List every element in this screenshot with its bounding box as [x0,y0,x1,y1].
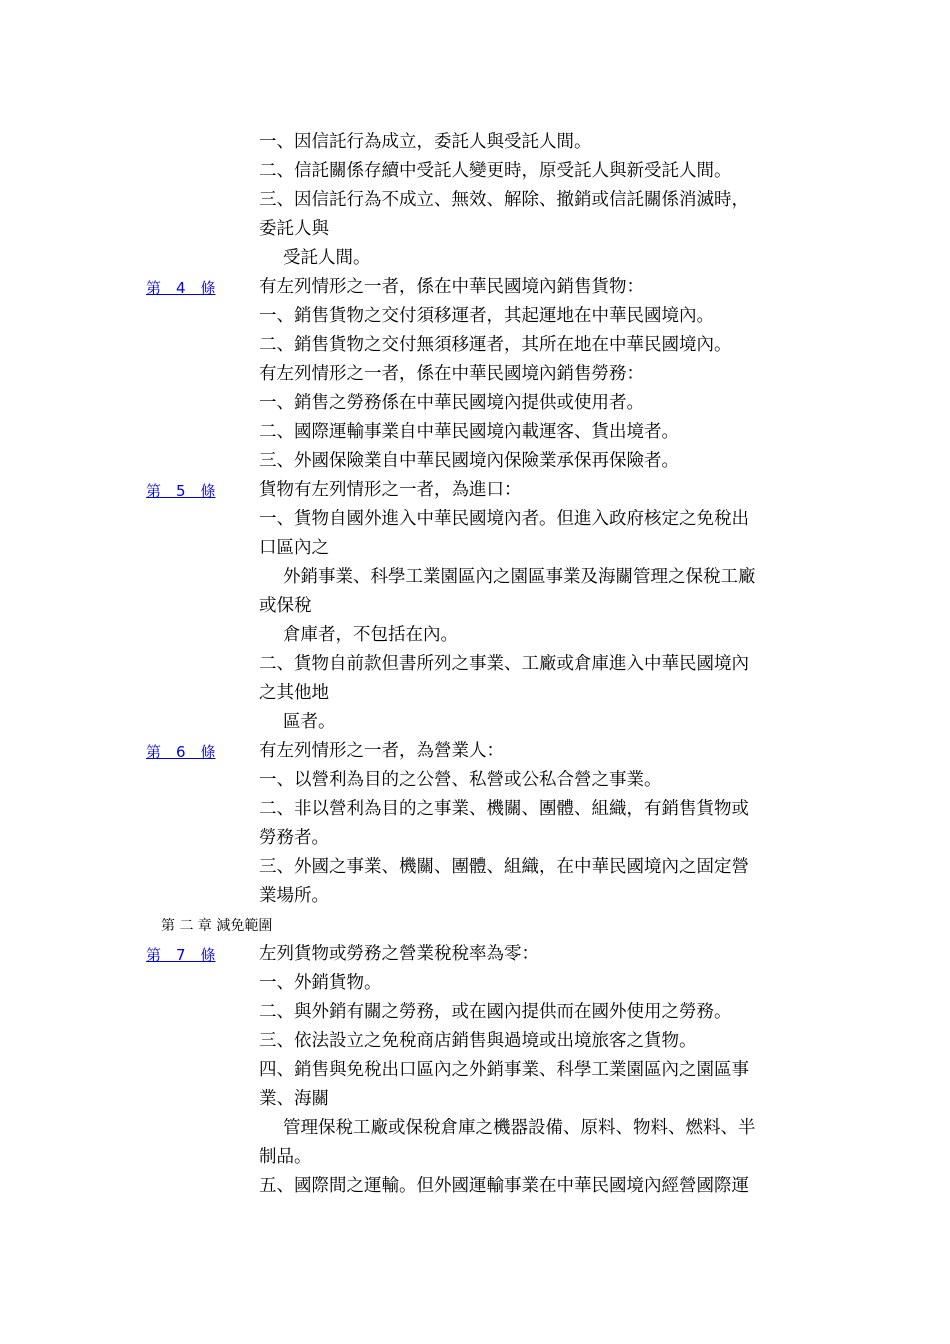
article-text: 勞務者。 [259,828,329,848]
text-line [0,534,950,563]
article-text: 制品。 [259,1147,312,1167]
text-line [0,1056,950,1085]
article-row [0,476,950,505]
text-line [0,795,950,824]
text-line [0,157,950,186]
article-text: 有左列情形之一者，係在中華民國境內銷售勞務： [259,364,644,384]
article-text: 之其他地 [259,683,329,703]
continuation-text: 倉庫者，不包括在內。 [283,625,458,645]
continuation-text: 外銷事業、科學工業園區內之園區事業及海關管理之保稅工廠 [283,567,756,587]
chapter-heading-row [0,911,950,940]
article-text: 有左列情形之一者，為營業人： [259,741,504,761]
text-line [0,505,950,534]
text-line [0,128,950,157]
article-link[interactable]: 第 4 條 [146,279,216,297]
text-line [0,1085,950,1114]
text-line [0,766,950,795]
article-text: 貨物有左列情形之一者，為進口： [259,480,522,500]
text-line [0,186,950,215]
text-line [0,302,950,331]
article-link[interactable]: 第 5 條 [146,482,216,500]
article-text: 三、外國保險業自中華民國境內保險業承保再保險者。 [259,451,679,471]
text-line [0,360,950,389]
continuation-text: 受託人間。 [283,248,371,268]
text-line [0,824,950,853]
continuation-text: 管理保稅工廠或保稅倉庫之機器設備、原料、物料、燃料、半 [283,1118,756,1138]
text-line [0,331,950,360]
article-row [0,940,950,969]
article-text: 委託人與 [259,219,329,239]
text-line [0,1114,950,1143]
article-text: 一、貨物自國外進入中華民國境內者。但進入政府核定之免稅出 [259,509,749,529]
text-line [0,679,950,708]
article-text: 左列貨物或勞務之營業稅稅率為零： [259,944,539,964]
text-line [0,853,950,882]
article-text: 一、因信託行為成立，委託人與受託人間。 [259,132,592,152]
text-line [0,969,950,998]
document-body [0,128,950,1201]
article-text: 有左列情形之一者，係在中華民國境內銷售貨物： [259,277,644,297]
article-text: 二、信託關係存續中受託人變更時，原受託人與新受託人間。 [259,161,732,181]
article-text: 二、貨物自前款但書所列之事業、工廠或倉庫進入中華民國境內 [259,654,749,674]
article-text: 一、銷售之勞務係在中華民國境內提供或使用者。 [259,393,644,413]
article-text: 一、外銷貨物。 [259,973,382,993]
article-text: 或保稅 [259,596,312,616]
article-text: 二、非以營利為目的之事業、機關、團體、組織，有銷售貨物或 [259,799,749,819]
text-line [0,882,950,911]
article-text: 二、銷售貨物之交付無須移運者，其所在地在中華民國境內。 [259,335,732,355]
article-text: 一、銷售貨物之交付須移運者，其起運地在中華民國境內。 [259,306,714,326]
text-line [0,389,950,418]
text-line [0,1172,950,1201]
text-line [0,1143,950,1172]
article-text: 一、以營利為目的之公營、私營或公私合營之事業。 [259,770,662,790]
text-line [0,244,950,273]
chapter-heading: 第 二 章 減免範圍 [161,918,273,934]
text-line [0,592,950,621]
article-text: 三、依法設立之免稅商店銷售與過境或出境旅客之貨物。 [259,1031,697,1051]
text-line [0,447,950,476]
text-line [0,418,950,447]
article-text: 三、外國之事業、機關、團體、組織，在中華民國境內之固定營 [259,857,749,877]
article-row [0,737,950,766]
article-text: 二、國際運輸事業自中華民國境內載運客、貨出境者。 [259,422,679,442]
text-line [0,215,950,244]
article-text: 二、與外銷有關之勞務，或在國內提供而在國外使用之勞務。 [259,1002,732,1022]
article-link[interactable]: 第 7 條 [146,946,216,964]
article-row [0,273,950,302]
article-text: 五、國際間之運輸。但外國運輸事業在中華民國境內經營國際運 [259,1176,749,1196]
article-text: 三、因信託行為不成立、無效、解除、撤銷或信託關係消滅時， [259,190,749,210]
continuation-text: 區者。 [283,712,336,732]
article-text: 業、海關 [259,1089,329,1109]
text-line [0,708,950,737]
article-text: 四、銷售與免稅出口區內之外銷事業、科學工業園區內之園區事 [259,1060,749,1080]
text-line [0,621,950,650]
text-line [0,650,950,679]
text-line [0,1027,950,1056]
article-text: 口區內之 [259,538,329,558]
text-line [0,998,950,1027]
article-link[interactable]: 第 6 條 [146,743,216,761]
article-text: 業場所。 [259,886,329,906]
text-line [0,563,950,592]
